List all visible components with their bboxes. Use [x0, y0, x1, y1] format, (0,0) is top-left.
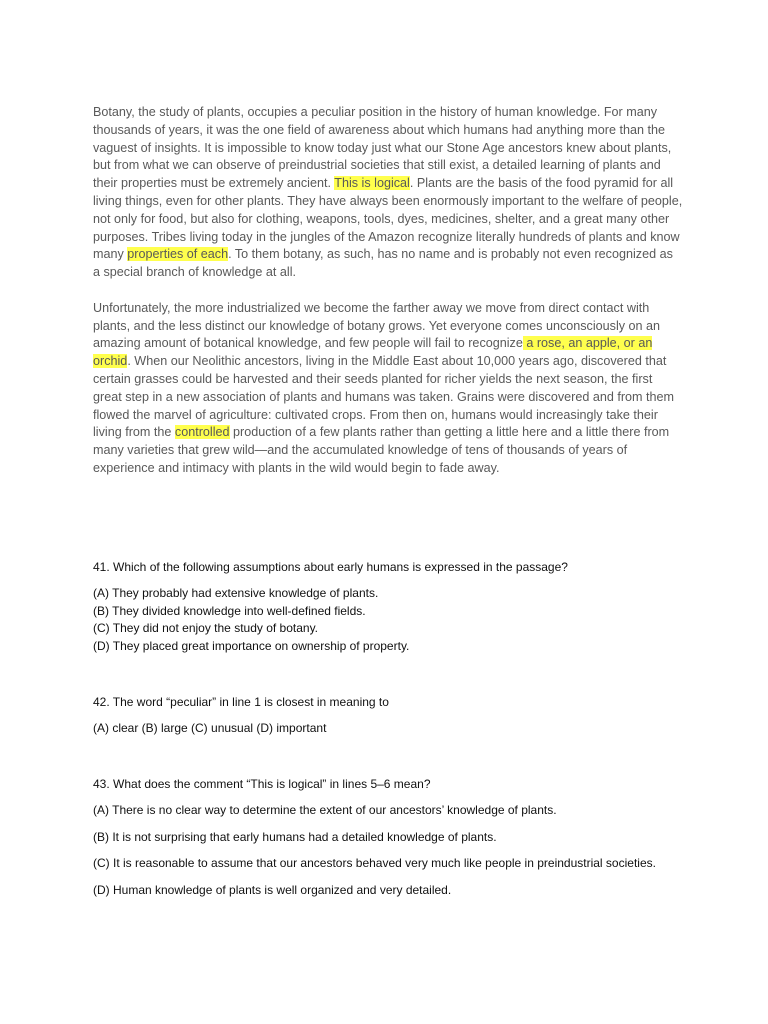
- answer-option: (A) There is no clear way to determine the extent of our ancestors’ knowledge of plants.: [93, 802, 557, 817]
- passage-text: production of a few plants rather than getting a little here and a little there from many varieties that grew wild—and the accumulated knowledge of tens of thousands of years of experience and intimacy with plants in the wild would begin to fade away.: [93, 425, 670, 475]
- answer-option: (B) It is not surprising that early humans had a detailed knowledge of plants.: [93, 829, 497, 844]
- question-43: [93, 776, 693, 900]
- highlighted-phrase: controlled: [174, 425, 230, 440]
- answer-option: (A) They probably had extensive knowledge of plants.: [93, 585, 379, 600]
- answer-option: (C) It is reasonable to assume that our ancestors behaved very much like people in preindustrial societies.: [93, 856, 656, 871]
- passage-text: Botany, the study of plants, occupies a peculiar position in the history of human knowledge. For many thousands of years, it was the one field of awareness about which humans had anything more than the vaguest of insights. It is impossible to know today just what our Stone Age ancestors knew about plants, but from what we can observe of preindustrial societies that still exist, a detailed learning of plants and their properties must be extremely ancient.: [93, 105, 672, 191]
- answer-option: (C) They did not enjoy the study of botany.: [93, 621, 319, 636]
- passage-text: . To them botany, as such, has no name and is probably not even recognized as a special branch of knowledge at all.: [93, 247, 673, 280]
- passage-paragraph-2: [93, 300, 683, 478]
- passage-text: . Plants are the basis of the food pyramid for all living things, even for other plants. They have always been enormously important to the welfare of people, not only for food, but also for clothing, weapons, tools, dyes, medicines, shelter, and a great many other purposes. Tribes living today in the jungles of the Amazon recognize literally hundreds of plants and know many: [93, 176, 683, 262]
- reading-passage: [93, 104, 683, 496]
- answer-option: (D) They placed great importance on ownership of property.: [93, 639, 410, 654]
- answer-option: (B) They divided knowledge into well-defined fields.: [93, 603, 366, 618]
- question-text: 43. What does the comment “This is logical” in lines 5–6 mean?: [93, 777, 431, 791]
- question-text: 41. Which of the following assumptions about early humans is expressed in the passage?: [93, 560, 568, 574]
- highlighted-phrase: properties of each: [127, 247, 229, 262]
- highlighted-phrase: This is logical: [334, 176, 410, 191]
- answer-option: (D) Human knowledge of plants is well organized and very detailed.: [93, 883, 452, 898]
- highlighted-phrase: a rose, an apple, or an orchid: [93, 336, 653, 369]
- passage-text: . When our Neolithic ancestors, living in the Middle East about 10,000 years ago, discovered that certain grasses could be harvested and their seeds planted for richer yields the next season, the first great step in a new association of plants and humans was taken. Grains were discovered and from them flowed the marvel of agriculture: cultivated crops. From then on, humans would increasingly take their living from the: [93, 354, 675, 440]
- question-41: [93, 559, 693, 656]
- question-42: [93, 694, 693, 738]
- answer-option: (A) clear (B) large (C) unusual (D) important: [93, 720, 327, 735]
- passage-paragraph-1: [93, 104, 683, 282]
- question-text: 42. The word “peculiar” in line 1 is closest in meaning to: [93, 695, 389, 709]
- passage-text: Unfortunately, the more industrialized we become the farther away we move from direct contact with plants, and the less distinct our knowledge of botany grows. Yet everyone comes unconsciously on an amazing amount of botanical knowledge, and few people will fail to recognize: [93, 300, 661, 351]
